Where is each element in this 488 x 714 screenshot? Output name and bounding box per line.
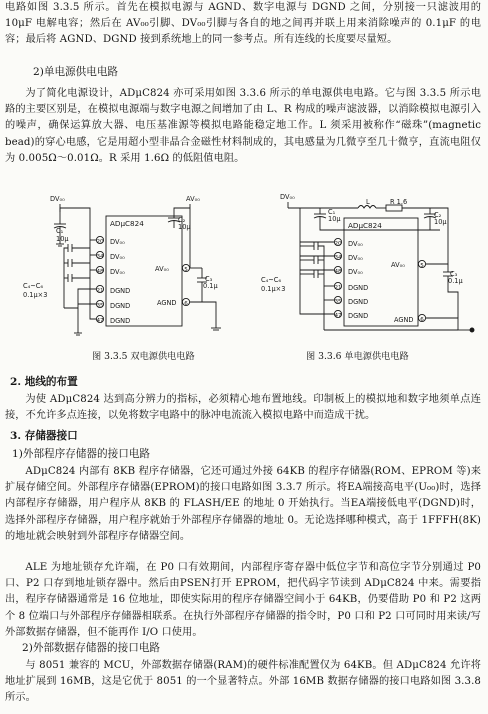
- fig6-c3-value: 0.1μ: [448, 277, 463, 285]
- fig5-pin-34-name: DV₀₀: [110, 253, 125, 261]
- fig5-pin-47-name: DGND: [110, 317, 131, 325]
- fig6-c4c6-value: 0.1μ×3: [261, 285, 286, 293]
- heading-data-memory: 2)外部数据存储器的接口电路: [22, 642, 160, 654]
- fig5-c4c6-label: C₄~C₆: [23, 282, 44, 290]
- fig6-pin-35-name: DGND: [348, 298, 369, 306]
- svg-text:48: 48: [334, 269, 342, 275]
- svg-text:34: 34: [334, 255, 342, 261]
- fig6-c2-label: C₂: [434, 211, 442, 219]
- svg-text:6: 6: [420, 317, 424, 323]
- fig6-avdd-pin-name: AV₀₀: [391, 261, 405, 269]
- figure-caption-3-3-6: 图 3.3.6 单电源供电电路: [306, 351, 409, 362]
- svg-text:35: 35: [334, 299, 342, 305]
- paragraph-intro: 电路如图 3.3.5 所示。首先在模拟电源与 AGND、数字电源与 DGND 之间，分别接一只滤波用的 10μF 电解电容；然后在 AV₀₀引脚、DV₀₀引脚与各自的地之间再并联上用来消除噪声的 0.1μF 的电容；最后将 AGND、DGND 接到系统地上的同一参考点。所有连线的长度要尽量短。: [5, 2, 481, 46]
- heading-memory-interface: 3. 存储器接口: [10, 430, 78, 442]
- fig6-pin-47-name: DGND: [348, 312, 369, 320]
- fig6-dvdd-label: DV₀₀: [280, 193, 295, 201]
- svg-text:47: 47: [96, 318, 104, 324]
- paragraph-single-supply: 为了简化电源设计，ADμC824 亦可采用如图 3.3.6 所示的单电源供电电路。它与图 3.3.5 所示电路的主要区别是，在模拟电源端与数字电源之间增加了由 L、R 构成的噪声滤波器，以消除模拟电源引入的噪声，确保运算放大器、电压基准源等模拟电路能稳定地工作。L 须采用被称作“磁珠”(magnetic bead)的穿心电感，它是用超小型非晶合金磁性材料制成的，其电感量为几微亨至几十微亨，直流电阻仅为 0.005Ω～0.01Ω。R 采用 1.6Ω 的低阻值电阻。: [5, 88, 481, 164]
- fig6-pin-34-name: DV₀₀: [348, 254, 363, 262]
- svg-text:21: 21: [96, 288, 104, 294]
- fig6-pin-48-name: DV₀₀: [348, 268, 363, 276]
- fig5-c2-value: 10μ: [178, 223, 191, 231]
- fig5-pin-48-name: DV₀₀: [110, 268, 125, 276]
- fig5-c1-value: 10μ: [56, 235, 69, 243]
- figure-caption-3-3-5: 图 3.3.5 双电源供电电路: [92, 351, 195, 362]
- paragraph-ale: ALE 为地址锁存允许端，在 P0 口有效期间，内部程序寄存器中低位字节和高位字节分别通过 P0 口、P2 口存到地址锁存器中。然后由PSEN打开 EPROM，把代码字节读到 ADμC824 中来。需要指出，程序存储器通常是 16 位地址，即使实际用的程序存储器空间小于 64KB，仍要借助 P0 和 P2 这两个 8 位端口与外部程序存储器相联系。在执行外部程序存储器的指令时，P0 口和 P2 口可同时用来读/写外部数据存储器，但不能再作 I/O 口使用。: [5, 562, 481, 638]
- paragraph-program-memory: ADμC824 内部有 8KB 程序存储器，它还可通过外接 64KB 的程序存储器(ROM、EPROM 等)来扩展存储空间。外部程序存储器(EPROM)的接口电路如图 3.3.7 所示。将EA端接高电平(U₀₀)时，选择内部程序存储器，用户程序从 8KB 的 FLASH/EE 的地址 0 开始执行。当EA端接低电平(DGND)时，选择外部程序存储器，用户程序就始于外部程序存储器的地址 0。无论选择哪种模式，高于 1FFFH(8K)的地址就会映射到外部程序存储器空间。: [5, 466, 481, 542]
- fig5-pin-35-name: DGND: [110, 302, 131, 310]
- svg-text:21: 21: [334, 285, 342, 291]
- fig5-c4c6-value: 0.1μ×3: [23, 291, 48, 299]
- svg-text:6: 6: [184, 301, 188, 307]
- heading-single-supply: 2)单电源供电电路: [33, 66, 119, 78]
- fig5-c3-label: C₃: [205, 275, 213, 283]
- fig5-agnd-pin-name: AGND: [157, 299, 177, 307]
- fig5-c2-label: C₂: [178, 216, 186, 224]
- fig6-c1-value: 10μ: [328, 215, 341, 223]
- fig5-c4c6-capacitors: [64, 244, 90, 308]
- fig6-l-label: L: [366, 198, 370, 206]
- svg-text:20: 20: [334, 241, 342, 247]
- fig6-c3-label: C₃: [450, 270, 458, 278]
- fig6-c2-value: 10μ: [434, 218, 447, 226]
- heading-program-memory: 1)外部程序存储器的接口电路: [12, 448, 150, 460]
- svg-text:5: 5: [184, 267, 188, 273]
- fig5-pin-21-name: DGND: [110, 287, 131, 295]
- fig6-pin-21-name: DGND: [348, 284, 369, 292]
- paragraph-ground-layout: 为使 ADμC824 达到高分辨力的指标，必须精心地布置地线。印制板上的模拟地和数字地须单点连接，不允许多点连接，以免将数字电路中的脉冲电流流入模拟电路中而造成干扰。: [5, 394, 481, 422]
- fig6-inductor-l: [358, 206, 376, 209]
- svg-text:20: 20: [96, 239, 104, 245]
- fig6-c1-label: C₁: [328, 208, 336, 216]
- svg-text:48: 48: [96, 269, 104, 275]
- figure-single-supply-circuit: [258, 188, 484, 348]
- fig5-avdd-label: AV₀₀: [186, 195, 200, 203]
- svg-text:35: 35: [96, 303, 104, 309]
- fig5-pin-20-name: DV₀₀: [110, 238, 125, 246]
- fig6-chip-name: ADμC824: [348, 221, 382, 230]
- fig5-chip-name: ADμC824: [110, 219, 144, 228]
- fig6-agnd-pin-name: AGND: [394, 316, 414, 324]
- paragraph-data-memory: 与 8051 兼容的 MCU，外部数据存储器(RAM)的硬件标准配置仅为 64KB。但 ADμC824 允许将地址扩展到 16MB，这是它优于 8051 的一个显著特点。外部 16MB 数据存储器的接口电路如图 3.3.8 所示。: [5, 660, 481, 704]
- fig5-avdd-pin-name: AV₀₀: [155, 265, 169, 273]
- fig5-c3-value: 0.1μ: [203, 282, 218, 290]
- heading-ground-layout: 2. 地线的布置: [10, 376, 78, 388]
- fig6-r-label: R 1.6: [390, 198, 408, 206]
- fig6-c4c6-capacitors: [300, 242, 324, 330]
- fig6-c4c6-label: C₄~C₆: [261, 276, 282, 284]
- svg-text:5: 5: [420, 263, 424, 269]
- fig5-dvdd-label: DV₀₀: [50, 195, 65, 203]
- fig5-c1-label: C₁: [56, 227, 64, 235]
- figure-dual-supply-circuit: [20, 188, 235, 348]
- svg-text:34: 34: [96, 254, 104, 260]
- svg-text:47: 47: [334, 313, 342, 319]
- fig6-pin-20-name: DV₀₀: [348, 240, 363, 248]
